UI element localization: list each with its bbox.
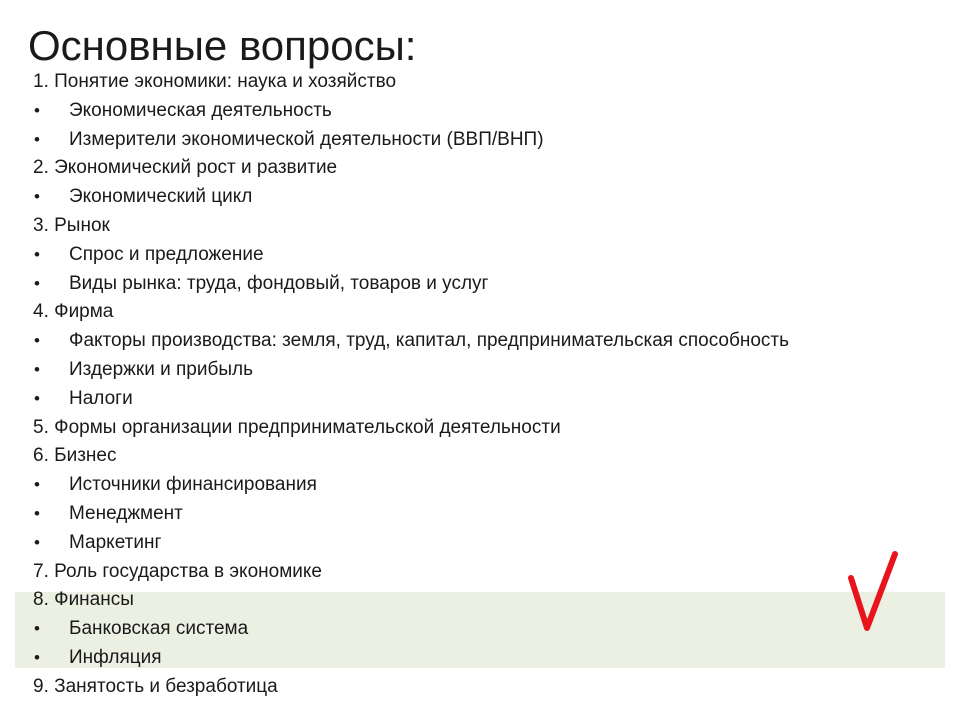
topic-bullet-item bbox=[0, 529, 960, 558]
topic-heading bbox=[0, 298, 960, 327]
topic-heading-text: 2. Экономический рост и развитие bbox=[33, 157, 338, 179]
bullet-marker: • bbox=[34, 647, 40, 667]
topic-heading bbox=[0, 154, 960, 183]
topic-heading-text: 5. Формы организации предпринимательской деятельности bbox=[33, 416, 561, 438]
topic-bullet-item bbox=[0, 126, 960, 155]
topic-heading-text: 1. Понятие экономики: наука и хозяйство bbox=[33, 71, 397, 92]
topic-heading bbox=[0, 586, 960, 615]
bullet-marker: • bbox=[34, 359, 40, 379]
topic-bullet-item bbox=[0, 500, 960, 529]
topic-heading bbox=[0, 68, 960, 97]
topic-bullet-text: Спрос и предложение bbox=[69, 243, 264, 265]
slide-title: Основные вопросы: bbox=[28, 22, 417, 69]
topic-bullet-item bbox=[0, 327, 960, 356]
topic-bullet-text: Налоги bbox=[69, 387, 133, 409]
topic-bullet-text: Виды рынка: труда, фондовый, товаров и услуг bbox=[69, 272, 489, 294]
topic-bullet-text: Банковская система bbox=[69, 618, 249, 640]
topic-bullet-item bbox=[0, 183, 960, 212]
bullet-marker: • bbox=[34, 100, 40, 120]
topic-bullet-item bbox=[0, 615, 960, 644]
topic-bullet-item bbox=[0, 356, 960, 385]
topic-bullet-text: Экономический цикл bbox=[69, 186, 253, 208]
topic-heading-text: 9. Занятость и безработица bbox=[33, 675, 278, 697]
topic-bullet-item bbox=[0, 270, 960, 299]
bullet-marker: • bbox=[34, 273, 40, 293]
topic-heading-text: 7. Роль государства в экономике bbox=[33, 560, 322, 582]
topic-heading-text: 8. Финансы bbox=[33, 589, 134, 611]
topic-list bbox=[0, 68, 960, 702]
topic-bullet-item bbox=[0, 241, 960, 270]
topic-heading bbox=[0, 673, 960, 702]
topic-bullet-item bbox=[0, 385, 960, 414]
bullet-marker: • bbox=[34, 388, 40, 408]
bullet-marker: • bbox=[34, 619, 40, 639]
topic-bullet-item bbox=[0, 97, 960, 126]
topic-bullet-item bbox=[0, 644, 960, 673]
topic-heading-text: 3. Рынок bbox=[33, 214, 110, 236]
checkmark-icon bbox=[845, 548, 901, 634]
topic-bullet-text: Факторы производства: земля, труд, капитал, предпринимательская способность bbox=[69, 330, 790, 352]
topic-bullet-item bbox=[0, 471, 960, 500]
topic-bullet-text: Менеджмент bbox=[69, 502, 183, 524]
topic-heading bbox=[0, 414, 960, 443]
topic-heading bbox=[0, 442, 960, 471]
bullet-marker: • bbox=[34, 532, 40, 552]
topic-bullet-text: Экономическая деятельность bbox=[69, 99, 332, 121]
bullet-marker: • bbox=[34, 129, 40, 149]
bullet-marker: • bbox=[34, 244, 40, 264]
bullet-marker: • bbox=[34, 187, 40, 207]
bullet-marker: • bbox=[34, 475, 40, 495]
topic-bullet-text: Инфляция bbox=[69, 646, 162, 668]
topic-bullet-text: Издержки и прибыль bbox=[69, 358, 253, 380]
topic-bullet-text: Источники финансирования bbox=[69, 474, 317, 496]
topic-heading-text: 4. Фирма bbox=[33, 301, 114, 323]
bullet-marker: • bbox=[34, 503, 40, 523]
topic-bullet-text: Маркетинг bbox=[69, 531, 162, 553]
topic-bullet-text: Измерители экономической деятельности (ВВП/ВНП) bbox=[69, 128, 544, 150]
topic-heading-text: 6. Бизнес bbox=[33, 445, 117, 467]
topic-heading bbox=[0, 558, 960, 587]
bullet-marker: • bbox=[34, 331, 40, 351]
topic-heading bbox=[0, 212, 960, 241]
